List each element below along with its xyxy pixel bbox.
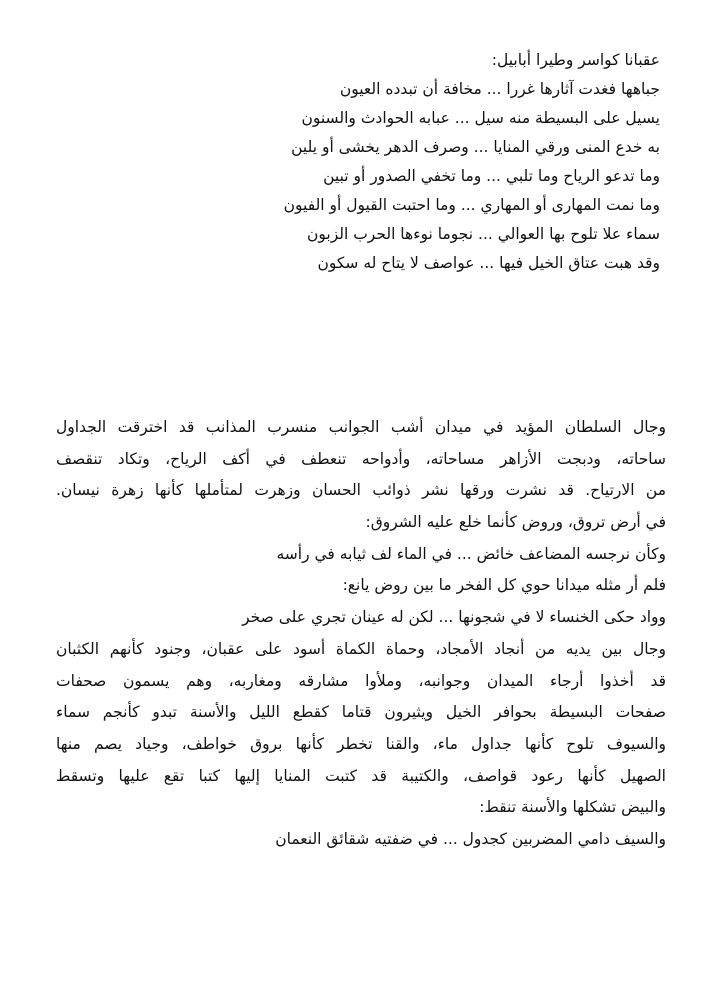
prose-line: والبيض تشكلها والأسنة تنقط: bbox=[479, 798, 666, 817]
prose-line: فلم أر مثله ميدانا حوي كل الفخر ما بين روض يانع: bbox=[342, 576, 666, 595]
prose-line: صفحات البسيطة بحوافر الخيل ويثيرون قتاما كقطع الليل والأسنة تبدو كأنجم سماء bbox=[56, 703, 666, 722]
verse-block bbox=[40, 46, 660, 278]
verse-line: عقبانا كواسر وطيرا أبابيل: bbox=[491, 51, 660, 69]
prose-line: ساحاته، ودبجت الأزاهر مساحاته، وأدواحه تنعطف في أكف الرياح، وتكاد تنقصف bbox=[56, 449, 666, 468]
prose-line: من الارتياح. قد نشرت ورقها نشر ذوائب الحسان وزهرت لمتأملها كأنها زهرة نيسان. bbox=[56, 481, 666, 500]
verse-line: وقد هبت عتاق الخيل فيها ... عواصف لا يتاح له سكون bbox=[317, 254, 660, 272]
verse-line: والسيف دامي المضربين كجدول ... في ضفتيه شقائق النعمان bbox=[275, 829, 666, 848]
verse-line: به خدع المنى ورقي المنايا ... وصرف الدهر يخشى أو يلين bbox=[291, 138, 660, 156]
prose-line: الصهيل كأنها رعود قواصف، والكتيبة قد كتبت المنايا إليها كتبا تقع عليها وتسقط bbox=[56, 766, 666, 785]
prose-line: والسيوف تلوح كأنها جداول ماء، والقنا تخطر كأنها بروق خواطف، وجياد يصم منها bbox=[56, 734, 666, 753]
verse-line: وواد حكى الخنساء لا في شجونها ... لكن له عينان تجري على صخر bbox=[242, 608, 666, 627]
verse-line: وما نمت المهارى أو المهاري ... وما احتبت القيول أو الفيون bbox=[283, 196, 660, 214]
prose-line: وجال بين يديه من أنجاد الأمجاد، وحماة الكماة أسود على عقبان، وجنود كأنهم الكثبان bbox=[56, 639, 666, 658]
prose-block bbox=[56, 412, 666, 856]
prose-line: وجال السلطان المؤيد في ميدان أشب الجوانب منسرب المذانب قد اخترقت الجداول bbox=[56, 418, 666, 436]
verse-line: وكأن نرجسه المضاعف خائض ... في الماء لف ثيابه في رأسه bbox=[276, 544, 666, 563]
verse-line: يسيل على البسيطة منه سيل ... عبابه الحوادث والسنون bbox=[301, 109, 660, 127]
verse-line: وما تدعو الرياح وما تلبي ... وما تخفي الصدور أو تبين bbox=[323, 167, 660, 185]
verse-line: جباهها فغدت آثارها غررا ... مخافة أن تبدده العيون bbox=[339, 80, 660, 98]
verse-line: سماء علا تلوح بها العوالي ... نجوما نوءها الحرب الزبون bbox=[306, 225, 660, 243]
prose-line: قد أخذوا أرجاء الميدان وجوانبه، وملأوا مشارقه ومغاربه، وهم يسمون صحفات bbox=[56, 671, 666, 690]
prose-line: في أرض تروق، وروض كأنما خلع عليه الشروق: bbox=[365, 513, 666, 532]
